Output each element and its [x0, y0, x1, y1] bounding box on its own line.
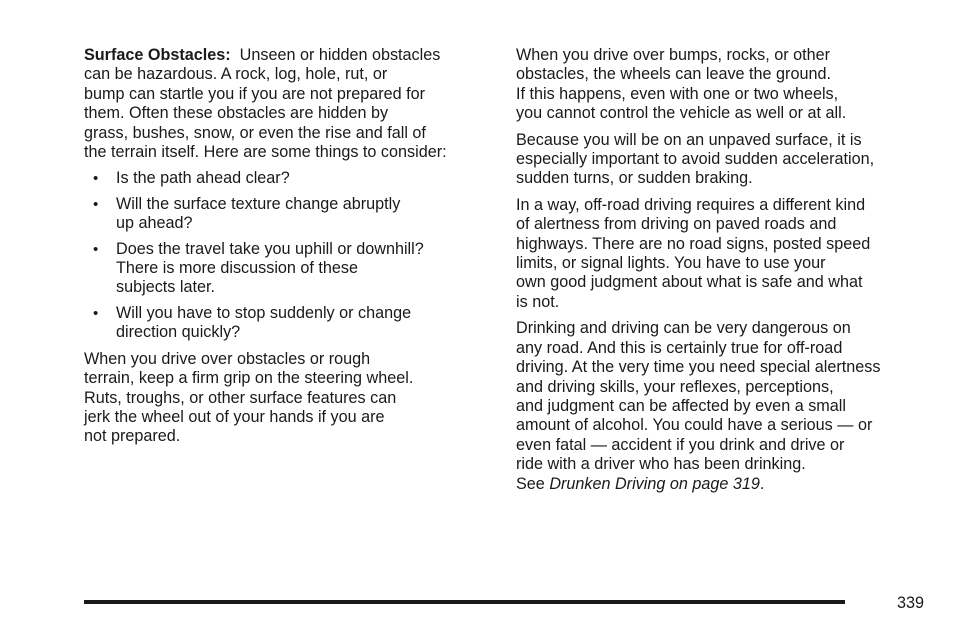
- paragraph-line: amount of alcohol. You could have a serious — or: [516, 416, 873, 435]
- footer-rule: [84, 600, 845, 604]
- paragraph-line: Ruts, troughs, or other surface features can: [84, 388, 397, 407]
- list-item: [84, 169, 494, 188]
- paragraph-line: obstacles, the wheels can leave the ground.: [516, 65, 831, 84]
- paragraph-line: bump can startle you if you are not prepared for: [84, 84, 426, 103]
- list-item-line: There is more discussion of these: [116, 259, 359, 278]
- list-item-line: Will you have to stop suddenly or change: [116, 303, 412, 322]
- paragraph-line: driving. At the very time you need special alertness: [516, 358, 881, 377]
- bullet-icon: •: [93, 240, 99, 258]
- paragraph-line: When you drive over bumps, rocks, or other: [516, 46, 830, 64]
- bullet-icon: •: [93, 170, 99, 188]
- cross-reference-link[interactable]: Drunken Driving on page 319: [549, 474, 760, 493]
- paragraph-line: not prepared.: [84, 427, 181, 446]
- bullet-icon: •: [93, 304, 99, 322]
- paragraph-line: even fatal — accident if you drink and drive or: [516, 435, 845, 454]
- paragraph-line: grass, bushes, snow, or even the rise and fall of: [84, 123, 426, 142]
- bumps-paragraph: [516, 46, 926, 124]
- rough-terrain-paragraph: [84, 350, 494, 447]
- paragraph-line: the terrain itself. Here are some things to consider:: [84, 143, 447, 162]
- paragraph-line: ride with a driver who has been drinking.: [516, 455, 806, 474]
- paragraph-line: any road. And this is certainly true for off-road: [516, 338, 843, 357]
- list-item-line: Is the path ahead clear?: [116, 169, 290, 188]
- paragraph-line: and judgment can be affected by even a small: [516, 396, 846, 415]
- paragraph-line: Because you will be on an unpaved surface, it is: [516, 130, 862, 149]
- surface-obstacles-heading: Surface Obstacles:: [84, 46, 231, 64]
- paragraph-line: highways. There are no road signs, posted speed: [516, 234, 871, 253]
- paragraph-line: you cannot control the vehicle as well or at all.: [516, 104, 847, 123]
- paragraph-line: especially important to avoid sudden acceleration,: [516, 150, 875, 169]
- list-item-line: Will the surface texture change abruptly: [116, 194, 401, 213]
- considerations-list: [84, 169, 494, 342]
- paragraph-line: of alertness from driving on paved roads and: [516, 215, 837, 234]
- alertness-paragraph: [516, 196, 926, 312]
- paragraph-line: [84, 46, 494, 65]
- list-item: [84, 240, 494, 298]
- list-item-line: up ahead?: [116, 214, 193, 233]
- bullet-icon: •: [93, 195, 99, 213]
- drinking-driving-paragraph: [516, 319, 926, 494]
- paragraph-line: jerk the wheel out of your hands if you are: [84, 407, 385, 426]
- see-prefix: See: [516, 474, 545, 493]
- paragraph-line: sudden turns, or sudden braking.: [516, 169, 753, 188]
- paragraph-line: When you drive over obstacles or rough: [84, 349, 371, 368]
- list-item: [84, 304, 494, 343]
- paragraph-line: terrain, keep a firm grip on the steering wheel.: [84, 369, 414, 388]
- left-column: [84, 46, 494, 454]
- paragraph-text: Unseen or hidden obstacles: [239, 46, 441, 64]
- list-item-line: subjects later.: [116, 278, 215, 297]
- paragraph-line: and driving skills, your reflexes, perceptions,: [516, 377, 834, 396]
- surface-obstacles-paragraph: [84, 46, 494, 162]
- list-item-line: Does the travel take you uphill or downhill?: [116, 239, 424, 258]
- see-suffix: .: [759, 474, 765, 493]
- paragraph-line: limits, or signal lights. You have to use your: [516, 254, 826, 273]
- paragraph-line: Drinking and driving can be very dangerous on: [516, 319, 851, 338]
- paragraph-line: If this happens, even with one or two wheels,: [516, 84, 839, 103]
- see-reference-line: [516, 475, 926, 494]
- page-number: 339: [896, 594, 924, 612]
- right-column: [516, 46, 926, 501]
- paragraph-line: can be hazardous. A rock, log, hole, rut, or: [84, 65, 388, 84]
- paragraph-line: In a way, off-road driving requires a different kind: [516, 195, 866, 214]
- paragraph-line: them. Often these obstacles are hidden by: [84, 104, 389, 123]
- paragraph-line: is not.: [516, 292, 560, 311]
- paragraph-line: own good judgment about what is safe and what: [516, 273, 863, 292]
- list-item: [84, 195, 494, 234]
- unpaved-surface-paragraph: [516, 131, 926, 189]
- list-item-line: direction quickly?: [116, 323, 241, 342]
